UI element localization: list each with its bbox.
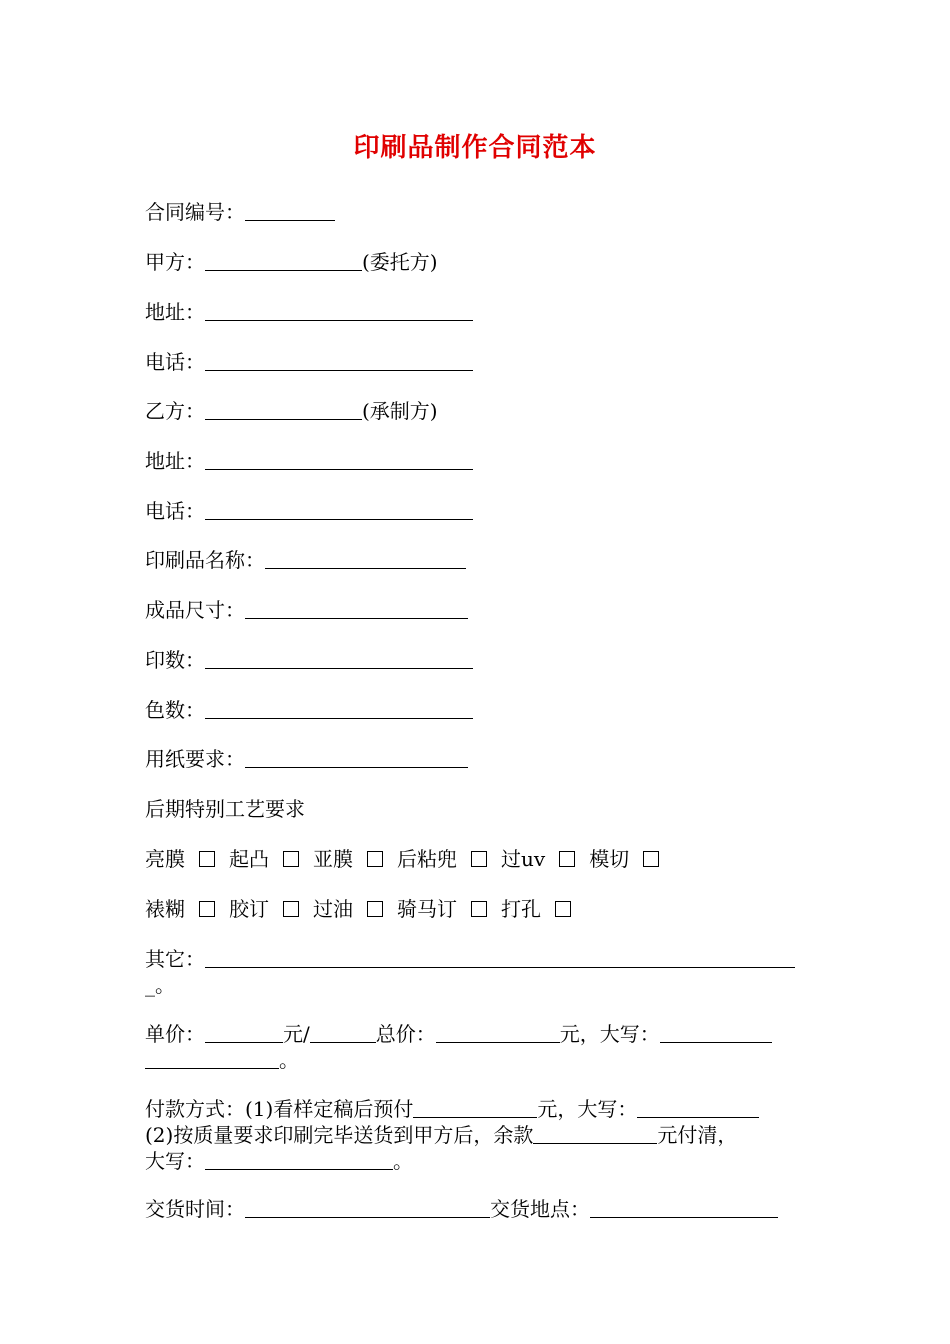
party-b-role: (承制方)	[362, 399, 438, 423]
party-a-role: (委托方)	[362, 250, 438, 274]
balance-end: 元付清，	[657, 1123, 738, 1147]
price-end: 。	[279, 1048, 299, 1072]
option-label: 胶订	[229, 897, 269, 921]
option-label: 裱糊	[145, 897, 185, 921]
total-price-label: 总价：	[375, 1022, 436, 1046]
address-b-label: 地址：	[145, 449, 205, 473]
colors-line	[145, 697, 473, 723]
balance-blank[interactable]	[533, 1123, 657, 1144]
checkbox[interactable]	[367, 851, 383, 867]
prepay-words-blank[interactable]	[637, 1097, 759, 1118]
paper-blank[interactable]	[245, 747, 468, 768]
option-label: 起凸	[229, 847, 269, 871]
quantity-label: 印数：	[145, 648, 205, 672]
other-line	[145, 946, 795, 972]
unit-price-blank[interactable]	[205, 1022, 283, 1043]
product-name-label: 印刷品名称：	[145, 548, 265, 572]
option-label: 亚膜	[313, 847, 353, 871]
option-label: 过uv	[501, 847, 546, 871]
product-name-line	[145, 547, 466, 573]
party-b-line	[145, 398, 438, 424]
unit-price-label: 单价：	[145, 1022, 205, 1046]
option-label: 过油	[313, 897, 353, 921]
quantity-blank[interactable]	[205, 648, 473, 669]
size-label: 成品尺寸：	[145, 598, 245, 622]
address-a-blank[interactable]	[205, 300, 473, 321]
unit-blank[interactable]	[310, 1022, 376, 1043]
prepay-blank[interactable]	[413, 1097, 537, 1118]
quantity-line	[145, 647, 473, 673]
total-price-blank[interactable]	[436, 1022, 560, 1043]
payment-line-2	[145, 1122, 737, 1148]
option-label: 模切	[589, 847, 630, 871]
process-row-1	[145, 846, 659, 872]
colors-label: 色数：	[145, 698, 205, 722]
checkbox[interactable]	[559, 851, 575, 867]
checkbox[interactable]	[199, 901, 215, 917]
checkbox[interactable]	[367, 901, 383, 917]
contract-no-label: 合同编号：	[145, 200, 245, 224]
phone-a-blank[interactable]	[205, 350, 473, 371]
amount-words-blank[interactable]	[660, 1022, 772, 1043]
payment-line-3	[145, 1148, 413, 1174]
option-label: 亮膜	[145, 847, 185, 871]
party-b-blank[interactable]	[205, 399, 362, 420]
phone-b-label: 电话：	[145, 499, 205, 523]
option-label: 打孔	[501, 897, 541, 921]
contract-no-blank[interactable]	[245, 200, 335, 221]
address-a-line	[145, 299, 473, 325]
amount-words-label: 元，大写：	[559, 1022, 660, 1046]
other-blank[interactable]	[205, 947, 795, 968]
other-label: 其它：	[145, 947, 205, 971]
unit-price-unit: 元/	[283, 1022, 310, 1046]
delivery-time-blank[interactable]	[245, 1197, 490, 1218]
delivery-line	[145, 1196, 778, 1222]
checkbox[interactable]	[283, 901, 299, 917]
paper-line	[145, 746, 468, 772]
payment-label: 付款方式：(1)看样定稿后预付	[145, 1097, 414, 1121]
balance-label: (2)按质量要求印刷完毕送货到甲方后，余款	[145, 1123, 534, 1147]
phone-a-label: 电话：	[145, 350, 205, 374]
delivery-time-label: 交货时间：	[145, 1197, 245, 1221]
option-label: 骑马订	[397, 897, 457, 921]
size-line	[145, 597, 468, 623]
checkbox[interactable]	[471, 851, 487, 867]
address-a-label: 地址：	[145, 300, 205, 324]
balance-words-label: 大写：	[145, 1149, 205, 1173]
process-title: 后期特别工艺要求	[145, 797, 305, 821]
contract-no-line	[145, 199, 335, 225]
phone-b-line	[145, 498, 473, 524]
colors-blank[interactable]	[205, 698, 473, 719]
process-row-2	[145, 896, 571, 922]
balance-words-blank[interactable]	[205, 1149, 393, 1170]
checkbox[interactable]	[283, 851, 299, 867]
amount-words-blank-2[interactable]	[145, 1048, 279, 1069]
delivery-place-blank[interactable]	[590, 1197, 778, 1218]
delivery-place-label: 交货地点：	[490, 1197, 590, 1221]
payment-line-1	[145, 1096, 759, 1122]
phone-a-line	[145, 349, 473, 375]
checkbox[interactable]	[555, 901, 571, 917]
party-a-blank[interactable]	[205, 250, 362, 271]
party-b-label: 乙方：	[145, 399, 205, 423]
document-title: 印刷品制作合同范本	[353, 133, 597, 163]
price-line	[145, 1021, 772, 1047]
product-name-blank[interactable]	[265, 548, 466, 569]
other-end: _。	[145, 973, 175, 997]
price-line-2	[145, 1047, 299, 1073]
party-a-line	[145, 249, 438, 275]
phone-b-blank[interactable]	[205, 499, 473, 520]
size-blank[interactable]	[245, 598, 468, 619]
checkbox[interactable]	[199, 851, 215, 867]
checkbox[interactable]	[471, 901, 487, 917]
address-b-line	[145, 448, 473, 474]
party-a-label: 甲方：	[145, 250, 205, 274]
payment-end: 。	[393, 1149, 413, 1173]
paper-label: 用纸要求：	[145, 747, 245, 771]
address-b-blank[interactable]	[205, 449, 473, 470]
prepay-words-label: 元，大写：	[537, 1097, 638, 1121]
option-label: 后粘兜	[397, 847, 457, 871]
checkbox[interactable]	[643, 851, 659, 867]
